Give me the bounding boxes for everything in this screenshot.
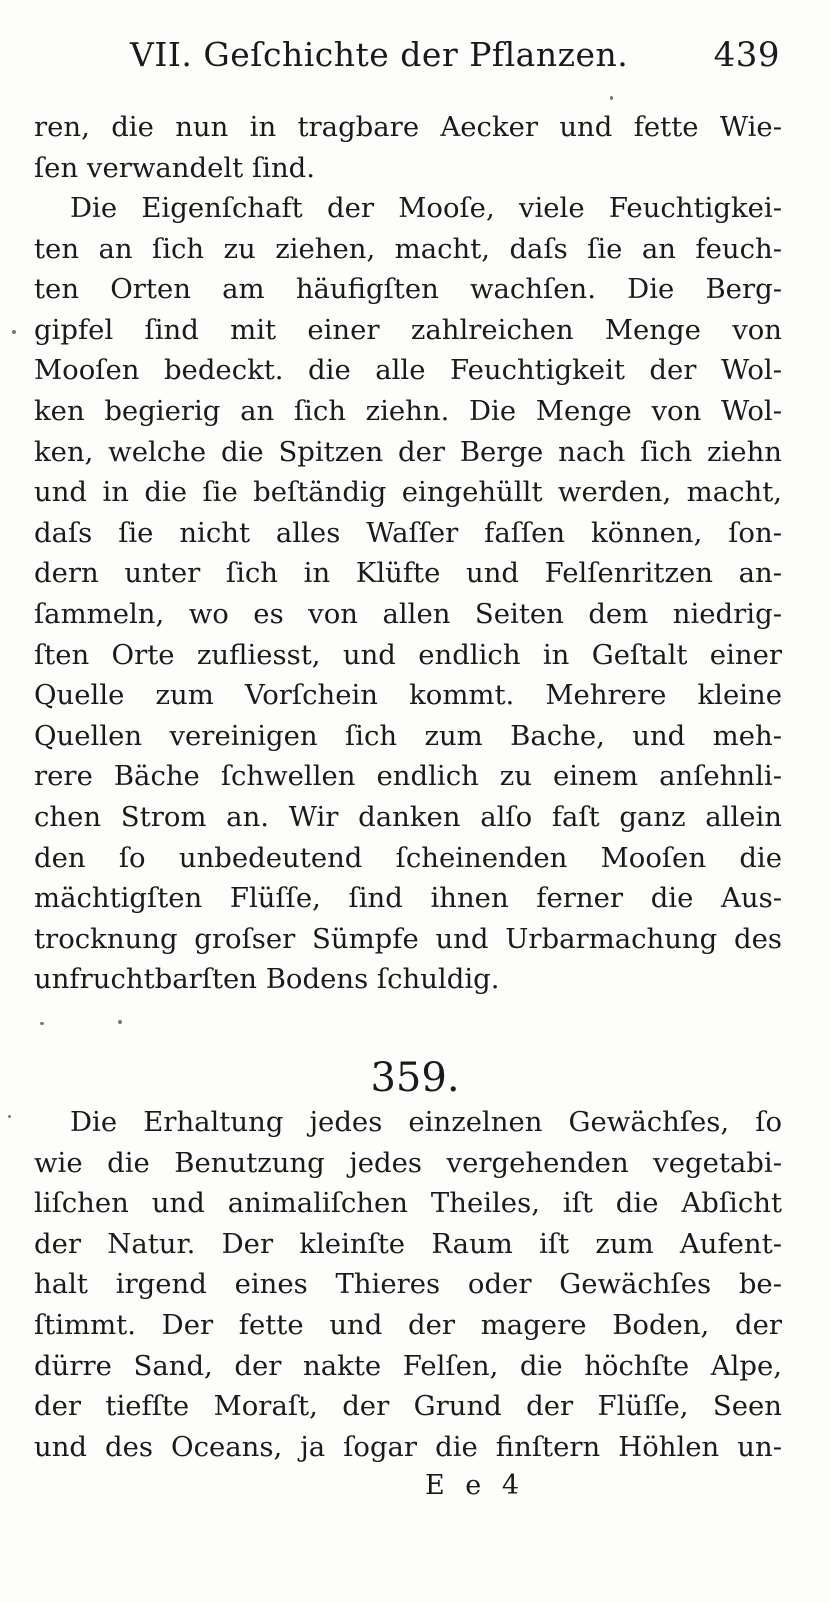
text-line: dürre Sand, der nakte Felſen, die höchſte Alpe, (34, 1349, 782, 1382)
text-line: halt irgend eines Thieres oder Gewächſes be- (34, 1268, 782, 1301)
page-number: 439 (713, 35, 780, 75)
text-line: ſammeln, wo es von allen Seiten dem niedrig- (34, 597, 782, 630)
print-speck (40, 1022, 44, 1025)
text-line: der Natur. Der kleinſte Raum iſt zum Aufent- (34, 1227, 782, 1260)
text-line: daſs ſie nicht alles Waſſer faſſen können, ſon- (34, 516, 782, 549)
text-line: gipfel ſind mit einer zahlreichen Menge von (34, 313, 782, 346)
signature-mark: E e 4 (425, 1470, 526, 1501)
section-number: 359. (370, 1055, 460, 1101)
text-line: mächtigſten Flüſſe, ſind ihnen ferner die Aus- (34, 882, 782, 915)
text-line: unfruchtbarſten Bodens ſchuldig. (34, 963, 500, 996)
text-line: ſtimmt. Der fette und der magere Boden, der (34, 1308, 782, 1341)
text-line: den ſo unbedeutend ſcheinenden Mooſen die (34, 841, 782, 874)
print-speck (8, 1115, 11, 1118)
text-line: Die Erhaltung jedes einzelnen Gewächſes, ſo (70, 1106, 782, 1138)
text-line: und des Oceans, ja ſogar die finſtern Höhlen un- (34, 1430, 782, 1463)
paragraph-mosses (34, 188, 782, 1000)
text-line: chen Strom an. Wir danken alſo faſt ganz allein (34, 800, 782, 833)
text-line: ten an ſich zu ziehen, macht, daſs ſie an feuch- (34, 232, 782, 265)
text-line: ren, die nun in tragbare Aecker und fette Wie- (34, 111, 782, 143)
text-line: ten Orten am häufigſten wachſen. Die Berg- (34, 273, 782, 306)
text-line: ken, welche die Spitzen der Berge nach ſich ziehn (34, 435, 782, 468)
print-speck (118, 1020, 122, 1024)
text-line: Quelle zum Vorſchein kommt. Mehrere kleine (34, 679, 782, 712)
chapter-title: VII. Geſchichte der Pflanzen. (130, 35, 629, 74)
text-line: liſchen und animaliſchen Theiles, iſt die Abſicht (34, 1187, 782, 1220)
text-line: Mooſen bedeckt. die alle Feuchtigkeit der Wol- (34, 354, 782, 387)
text-line: rere Bäche ſchwellen endlich zu einem anſehnli- (34, 760, 782, 793)
text-line: trocknung groſser Sümpfe und Urbarmachung des (34, 922, 782, 955)
paragraph-continued (34, 107, 782, 188)
text-line: ſten Orte zufliesst, und endlich in Geſtalt einer (34, 638, 782, 671)
text-line: und in die ſie beſtändig eingehüllt werden, macht, (34, 476, 782, 509)
text-line: dern unter ſich in Klüfte und Felſenritzen an- (34, 557, 782, 590)
print-speck (12, 330, 16, 334)
text-line: der tiefſte Moraſt, der Grund der Flüſſe, Seen (34, 1390, 782, 1423)
running-head (130, 30, 780, 80)
text-line: Quellen vereinigen ſich zum Bache, und meh- (34, 719, 782, 752)
text-line: ken begierig an ſich ziehn. Die Menge von Wol- (34, 394, 782, 427)
text-line: ſen verwandelt ſind. (34, 151, 316, 184)
paragraph-nature (34, 1102, 782, 1467)
text-line: wie die Benutzung jedes vergehenden vegetabi- (34, 1146, 782, 1179)
text-line: Die Eigenſchaft der Mooſe, viele Feuchtigkei- (70, 192, 782, 224)
print-speck (610, 96, 613, 100)
